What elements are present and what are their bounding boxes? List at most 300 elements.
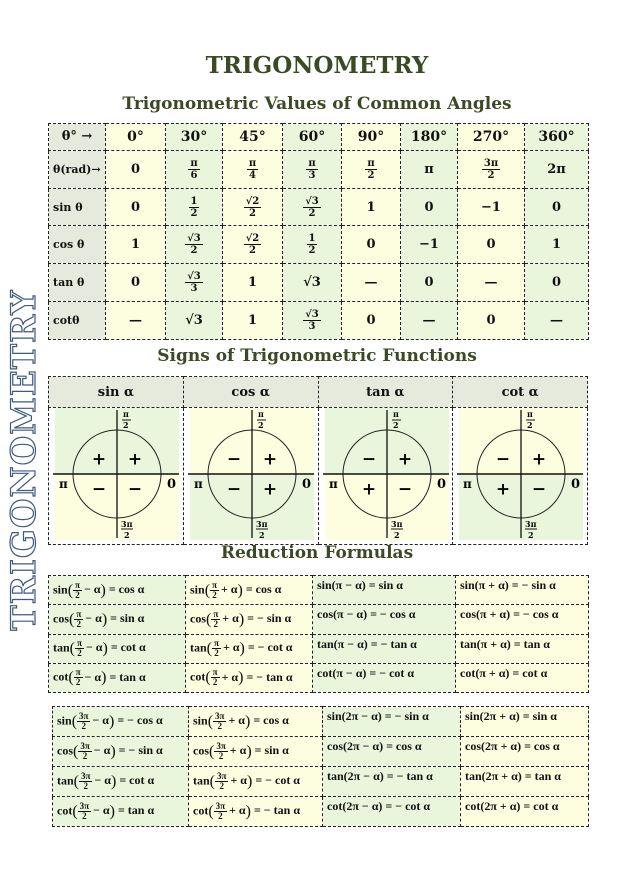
formula-cell <box>53 767 189 797</box>
fraction <box>244 233 262 256</box>
table-cell: 1 <box>223 264 283 302</box>
fraction <box>79 772 92 791</box>
top-label-numerator: π <box>123 409 129 419</box>
fraction <box>482 158 500 181</box>
result: = − cot α <box>247 640 293 655</box>
result: = cos α <box>108 581 145 596</box>
row-label: tan θ <box>49 264 106 302</box>
function-name: cos <box>190 611 206 626</box>
formula-cell <box>49 634 186 663</box>
numerator: π <box>190 157 198 169</box>
operand: + α <box>228 713 245 728</box>
function-name: cos <box>193 743 209 758</box>
operand: + α <box>221 669 239 684</box>
right-label: 0 <box>571 477 581 492</box>
quadrant-sign: + <box>496 479 511 500</box>
sign-diagram <box>49 408 184 545</box>
table-cell <box>166 226 223 264</box>
table-cell: 0 <box>342 302 401 340</box>
left-label: π <box>328 477 338 491</box>
table-cell: 0 <box>106 188 166 226</box>
table-cell <box>166 150 223 188</box>
formula-cell: cos(2π + α) = cos α <box>461 737 589 767</box>
table-cell: √3 <box>166 302 223 340</box>
unit-circle-diagram <box>184 408 318 540</box>
formula-cell <box>49 605 186 634</box>
unit-circle-diagram <box>49 408 183 540</box>
denominator: 2 <box>190 207 198 219</box>
formula-cell <box>186 634 313 663</box>
numerator: √2 <box>245 233 260 245</box>
reduction-table-1 <box>48 575 589 693</box>
paren: ( <box>208 803 214 820</box>
table-cell <box>458 150 525 188</box>
formula-cell: cos(π − α) = − cos α <box>313 605 456 634</box>
numerator: √3 <box>305 309 319 321</box>
table-row <box>49 408 588 545</box>
formula-cell <box>186 605 313 634</box>
table-row <box>53 707 589 737</box>
fraction <box>303 309 321 332</box>
formula-cell <box>53 797 189 827</box>
table-cell: — <box>342 264 401 302</box>
formula-cell: tan(π + α) = tan α <box>456 634 589 663</box>
function-name: tan <box>57 773 74 788</box>
formula-cell <box>189 767 323 797</box>
paren: ( <box>73 773 79 790</box>
left-label: π <box>193 477 203 491</box>
table-cell: 2π <box>525 150 589 188</box>
denominator: 2 <box>82 751 88 761</box>
table-cell <box>166 264 223 302</box>
table-cell: 45° <box>223 124 283 151</box>
numerator: 1 <box>190 195 198 207</box>
fraction <box>210 581 219 600</box>
unit-circle-diagram <box>319 408 453 540</box>
denominator: 3 <box>308 321 316 333</box>
table-cell: 360° <box>525 124 589 151</box>
section-signs-title: Signs of Trigonometric Functions <box>157 346 477 366</box>
numerator: 3π <box>215 711 225 721</box>
result: = − tan α <box>246 669 293 684</box>
watermark-text: TRIGONOMETRY <box>4 289 44 631</box>
reduction-table-2 <box>52 706 589 827</box>
paren: ) <box>110 743 116 760</box>
fraction <box>212 639 221 658</box>
paren: ( <box>204 581 211 599</box>
table-cell: — <box>525 302 589 340</box>
table-cell: √3 <box>283 264 342 302</box>
formula-cell <box>49 663 186 692</box>
function-name: sin <box>53 581 68 596</box>
table-cell: 0 <box>342 226 401 264</box>
denominator: 2 <box>81 721 86 731</box>
fraction <box>214 802 227 821</box>
numerator: 3π <box>217 771 227 781</box>
fraction <box>214 742 227 761</box>
result: = cot α <box>110 640 146 655</box>
paren: ( <box>209 773 215 790</box>
function-name: tan <box>193 773 210 788</box>
operand: − α <box>92 713 109 728</box>
table-row <box>49 663 589 692</box>
top-label-denominator: 2 <box>257 420 264 430</box>
denominator: 2 <box>212 589 217 600</box>
row-label: θ° → <box>49 124 106 151</box>
fraction <box>75 639 84 658</box>
table-row <box>49 226 589 264</box>
numerator: π <box>248 157 257 169</box>
fraction <box>188 158 199 181</box>
bottom-label-numerator: 3π <box>255 519 268 529</box>
denominator: 2 <box>249 245 256 257</box>
table-cell: 0 <box>458 226 525 264</box>
right-label: 0 <box>436 477 446 492</box>
quadrant-sign: − <box>532 479 547 500</box>
result: = cos α <box>253 713 289 728</box>
numerator: √3 <box>187 233 201 245</box>
table-row <box>53 737 589 767</box>
denominator: 2 <box>77 648 82 659</box>
denominator: 2 <box>487 169 495 181</box>
quadrant-sign: − <box>91 479 107 500</box>
table-cell: 0° <box>106 124 166 151</box>
numerator: π <box>75 579 80 590</box>
denominator: 2 <box>308 207 316 219</box>
denominator: 2 <box>219 781 224 791</box>
formula-cell: tan(2π − α) = − tan α <box>323 767 461 797</box>
quadrant-sign: + <box>127 449 143 470</box>
values-table <box>48 123 589 340</box>
paren: ( <box>69 610 75 628</box>
right-label: 0 <box>167 477 177 492</box>
quadrant-sign: + <box>361 479 376 500</box>
denominator: 2 <box>75 589 80 600</box>
row-label: cotθ <box>49 302 106 340</box>
sign-header: cot α <box>453 377 588 408</box>
denominator: 2 <box>75 677 81 688</box>
section-values-title: Trigonometric Values of Common Angles <box>122 94 512 114</box>
table-row <box>49 576 589 605</box>
table-cell <box>283 226 342 264</box>
operand: + α <box>222 611 239 626</box>
result: = − tan α <box>253 803 301 818</box>
row-label: cos θ <box>49 226 106 264</box>
quadrant-sign: + <box>262 479 277 500</box>
operand: − α <box>93 803 110 818</box>
function-name: sin <box>57 713 72 728</box>
paren: ( <box>207 713 214 730</box>
table-row <box>49 634 589 663</box>
denominator: 6 <box>190 169 198 181</box>
denominator: 2 <box>76 618 82 629</box>
table-row <box>49 377 588 408</box>
quadrant-sign: − <box>226 479 241 500</box>
function-name: sin <box>190 581 205 596</box>
table-cell: 1 <box>106 226 166 264</box>
fraction <box>73 581 82 600</box>
quadrant-sign: + <box>262 449 277 470</box>
table-cell: 1 <box>342 188 401 226</box>
row-label: sin θ <box>49 188 106 226</box>
bottom-label-denominator: 2 <box>258 530 265 540</box>
numerator: 3π <box>483 157 499 169</box>
function-name: cot <box>53 669 69 684</box>
sign-diagram <box>183 408 318 545</box>
numerator: π <box>77 638 82 649</box>
table-cell: π <box>401 150 458 188</box>
table-cell <box>283 150 342 188</box>
fraction <box>211 610 220 629</box>
table-cell <box>223 226 283 264</box>
result: = tan α <box>117 803 155 818</box>
paren: ) <box>109 803 115 820</box>
top-label-denominator: 2 <box>527 420 533 430</box>
numerator: π <box>308 157 316 169</box>
table-cell: 1 <box>525 226 589 264</box>
operand: − α <box>83 581 101 596</box>
bottom-label-denominator: 2 <box>124 530 130 540</box>
signs-table <box>48 376 588 545</box>
operand: − α <box>94 773 111 788</box>
fraction <box>78 742 91 761</box>
numerator: π <box>213 608 219 619</box>
left-label: π <box>59 477 68 491</box>
formula-cell <box>189 707 323 737</box>
table-cell: 0 <box>525 264 589 302</box>
paren: ) <box>101 669 107 687</box>
formula-cell: cos(π + α) = − cos α <box>456 605 589 634</box>
table-cell: 270° <box>458 124 525 151</box>
table-cell: −1 <box>458 188 525 226</box>
numerator: 3π <box>79 711 89 721</box>
paren: ( <box>71 713 78 730</box>
fraction <box>211 668 220 687</box>
table-cell: — <box>106 302 166 340</box>
table-cell: 0 <box>106 150 166 188</box>
left-label: π <box>463 477 473 491</box>
table-row <box>49 188 589 226</box>
table-cell: 1 <box>223 302 283 340</box>
paren: ) <box>237 581 243 599</box>
bottom-label-numerator: 3π <box>525 519 537 529</box>
operand: + α <box>222 640 240 655</box>
formula-cell: tan(2π + α) = tan α <box>461 767 589 797</box>
numerator: 1 <box>308 233 316 245</box>
quadrant-sign: − <box>397 479 412 500</box>
fraction <box>307 233 318 256</box>
formula-cell <box>49 576 186 605</box>
formula-cell: cot(π − α) = − cot α <box>313 663 456 692</box>
fraction <box>365 158 376 181</box>
denominator: 2 <box>308 245 316 257</box>
function-name: cot <box>190 669 206 684</box>
quadrant-sign: + <box>91 449 107 470</box>
denominator: 2 <box>212 677 218 688</box>
fraction <box>74 610 83 629</box>
fraction <box>244 196 262 219</box>
table-cell: 180° <box>401 124 458 151</box>
denominator: 3 <box>190 283 198 295</box>
function-name: sin <box>193 713 208 728</box>
fraction <box>306 158 317 181</box>
table-row <box>53 767 589 797</box>
quadrant-sign: + <box>397 449 412 470</box>
result: = − sin α <box>118 743 163 758</box>
fraction <box>77 712 90 731</box>
paren: ) <box>102 640 108 658</box>
numerator: 3π <box>79 801 90 811</box>
sign-diagram <box>318 408 453 545</box>
denominator: 2 <box>367 169 375 181</box>
denominator: 3 <box>308 169 316 181</box>
numerator: 3π <box>215 801 226 811</box>
table-cell: 0 <box>401 264 458 302</box>
operand: − α <box>93 743 111 758</box>
paren: ( <box>68 669 74 687</box>
quadrant-sign: − <box>226 449 241 470</box>
numerator: √2 <box>245 195 260 207</box>
sign-header: tan α <box>318 377 453 408</box>
quadrant-sign: − <box>127 479 143 500</box>
fraction <box>213 712 226 731</box>
function-name: tan <box>53 640 70 655</box>
denominator: 2 <box>83 781 88 791</box>
formula-cell <box>53 707 189 737</box>
table-cell: 0 <box>458 302 525 340</box>
formula-cell <box>189 737 323 767</box>
result: = − cos α <box>117 713 163 728</box>
paren: ) <box>238 669 244 687</box>
right-label: 0 <box>301 477 311 492</box>
result: = sin α <box>254 743 289 758</box>
paren: ) <box>110 773 117 790</box>
fraction <box>185 271 203 294</box>
table-cell <box>342 150 401 188</box>
denominator: 4 <box>249 169 256 181</box>
table-row <box>49 605 589 634</box>
denominator: 2 <box>217 721 222 731</box>
formula-cell: sin(2π + α) = sin α <box>461 707 589 737</box>
denominator: 2 <box>82 811 87 821</box>
numerator: √3 <box>187 271 201 283</box>
paren: ( <box>209 743 215 760</box>
table-cell: — <box>401 302 458 340</box>
fraction <box>247 158 258 181</box>
paren: ) <box>246 743 252 760</box>
fraction <box>215 772 228 791</box>
paren: ( <box>73 743 79 760</box>
paren: ) <box>101 610 108 628</box>
formula-cell <box>186 576 313 605</box>
paren: ) <box>239 640 245 658</box>
operand: + α <box>220 581 238 596</box>
table-row <box>53 797 589 827</box>
table-cell: — <box>458 264 525 302</box>
formula-cell: sin(π − α) = sin α <box>313 576 456 605</box>
formula-cell: sin(2π − α) = − sin α <box>323 707 461 737</box>
bottom-label-numerator: 3π <box>390 519 402 529</box>
numerator: π <box>212 579 217 590</box>
paren: ( <box>206 640 212 658</box>
table-cell <box>166 188 223 226</box>
denominator: 2 <box>190 245 198 257</box>
top-label-numerator: π <box>392 409 399 419</box>
paren: ( <box>206 610 212 628</box>
table-row <box>49 302 589 340</box>
paren: ) <box>109 713 115 730</box>
table-cell: 0 <box>401 188 458 226</box>
function-name: cos <box>53 611 69 626</box>
bottom-label-numerator: 3π <box>121 519 133 529</box>
table-row <box>49 150 589 188</box>
result: = cos α <box>245 581 282 596</box>
paren: ) <box>100 581 106 599</box>
formula-cell: cos(2π − α) = cos α <box>323 737 461 767</box>
top-label-numerator: π <box>527 409 534 419</box>
quadrant-sign: + <box>532 449 547 470</box>
paren: ( <box>205 669 211 687</box>
formula-cell <box>53 737 189 767</box>
operand: − α <box>84 669 102 684</box>
numerator: π <box>214 638 219 649</box>
table-cell: 0 <box>106 264 166 302</box>
function-name: cot <box>193 803 209 818</box>
fraction <box>189 196 200 219</box>
sign-diagram <box>453 408 588 545</box>
operand: + α <box>230 773 247 788</box>
paren: ) <box>245 713 251 730</box>
table-row <box>49 264 589 302</box>
paren: ( <box>67 581 74 599</box>
formula-cell: cot(π + α) = cot α <box>456 663 589 692</box>
formula-cell: cot(2π + α) = cot α <box>461 797 589 827</box>
formula-cell: tan(π − α) = − tan α <box>313 634 456 663</box>
top-label-denominator: 2 <box>392 420 399 430</box>
fraction <box>185 233 203 256</box>
table-cell: 60° <box>283 124 342 151</box>
operand: − α <box>85 640 103 655</box>
formula-cell: cot(2π − α) = − cot α <box>323 797 461 827</box>
table-cell <box>283 188 342 226</box>
top-label-denominator: 2 <box>123 420 129 430</box>
table-cell: 30° <box>166 124 223 151</box>
paren: ( <box>72 803 78 820</box>
operand: − α <box>85 611 102 626</box>
top-label-numerator: π <box>257 409 264 419</box>
function-name: tan <box>190 640 207 655</box>
denominator: 2 <box>249 207 256 219</box>
paren: ) <box>246 773 253 790</box>
numerator: 3π <box>81 771 91 781</box>
table-cell <box>223 188 283 226</box>
bottom-label-denominator: 2 <box>393 530 400 540</box>
unit-circle-diagram <box>453 408 587 540</box>
formula-cell <box>186 663 313 692</box>
numerator: π <box>212 667 218 678</box>
quadrant-sign: − <box>361 449 376 470</box>
function-name: cot <box>57 803 73 818</box>
fraction <box>78 802 91 821</box>
section-reduction-title: Reduction Formulas <box>220 543 414 563</box>
table-cell: −1 <box>401 226 458 264</box>
operand: + α <box>229 803 246 818</box>
table-cell <box>223 150 283 188</box>
denominator: 2 <box>214 648 219 659</box>
fraction <box>303 196 321 219</box>
denominator: 2 <box>218 811 223 821</box>
result: = tan α <box>109 669 146 684</box>
